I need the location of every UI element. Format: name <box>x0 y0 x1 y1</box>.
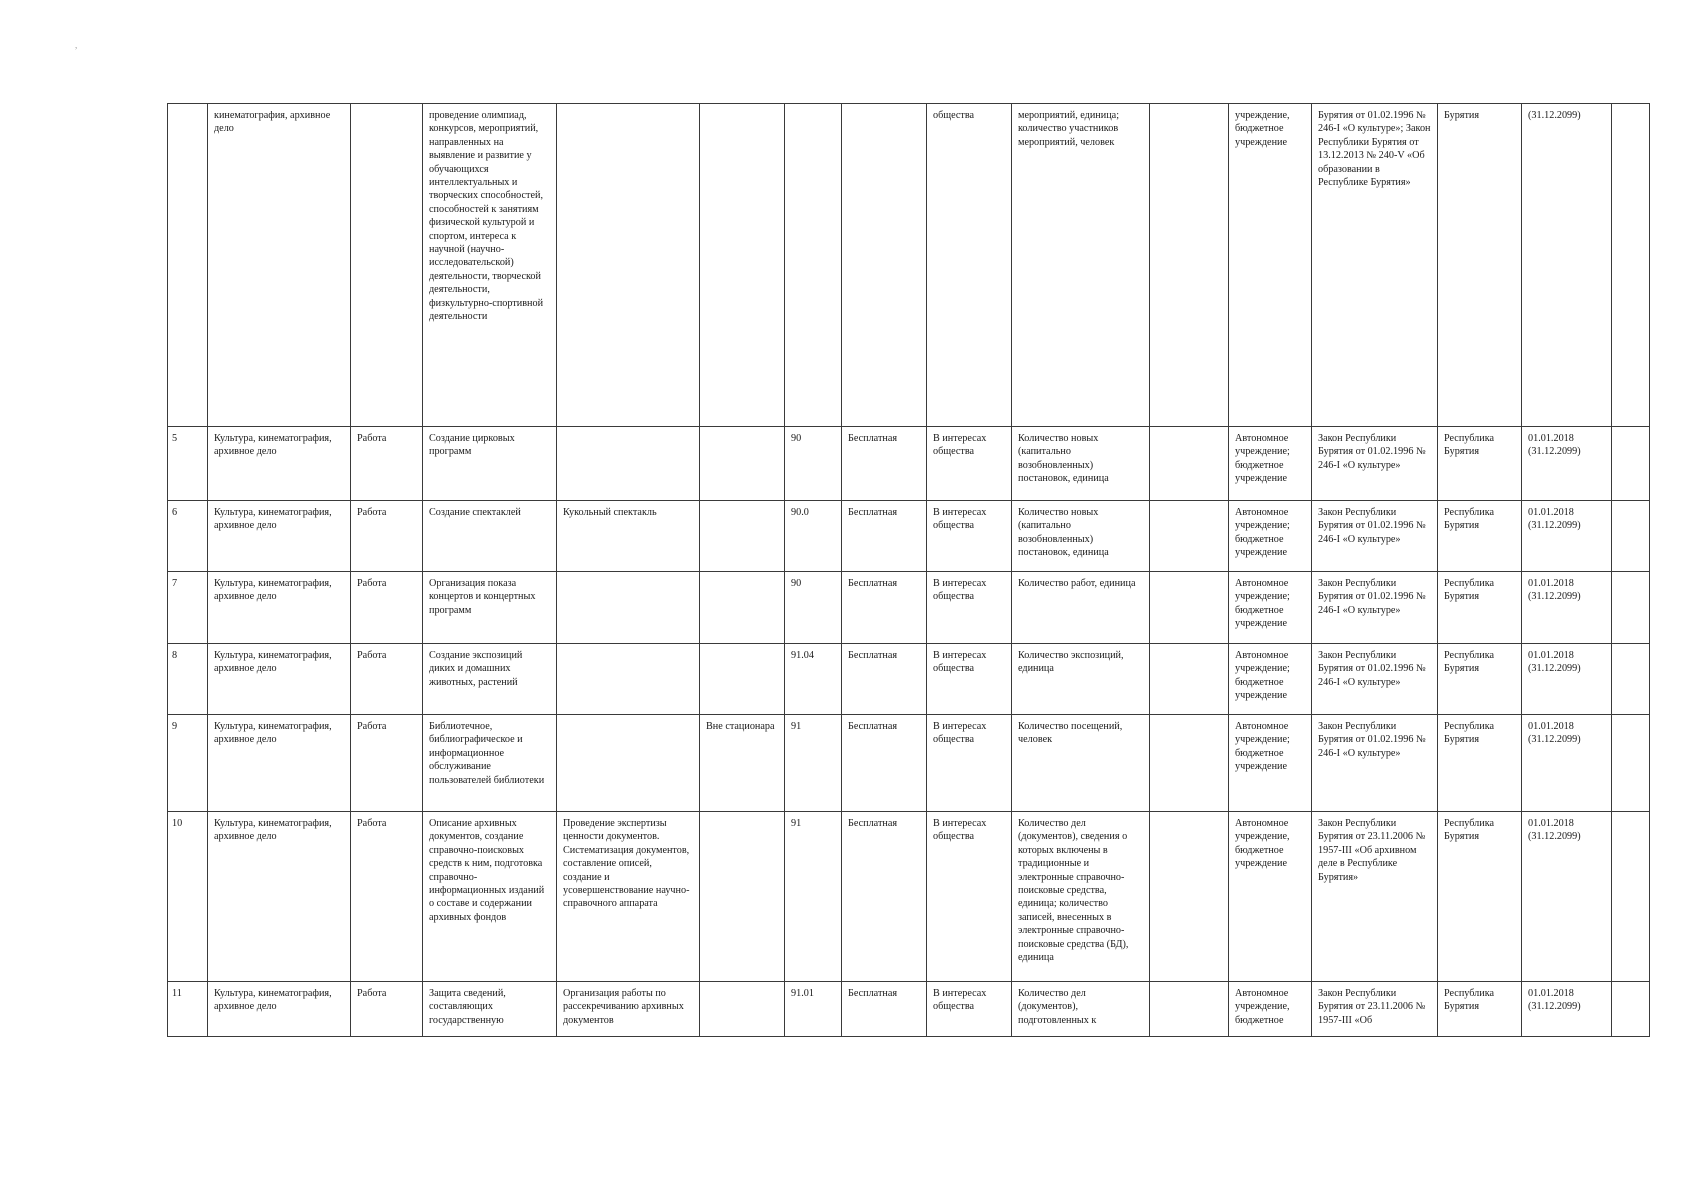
cell-service-name: Описание архивных документов, создание справочно-поисковых средств к ним, подготовка справочно-информационных изданий о составе и содержании архивных фондов <box>423 812 557 982</box>
cell-okved-code: 90 <box>785 427 842 501</box>
cell-consumer-category: В интересах общества <box>927 501 1012 572</box>
cell-legal-basis: Закон Республики Бурятия от 01.02.1996 № 246-I «О культуре» <box>1312 501 1438 572</box>
cell-institution-type: Автономное учреждение; бюджетное учреждение <box>1229 644 1312 715</box>
cell-institution-type: учреждение, бюджетное учреждение <box>1229 104 1312 427</box>
cell-consumer-category: В интересах общества <box>927 982 1012 1037</box>
cell-payment-type: Бесплатная <box>842 982 927 1037</box>
cell-activity-sphere: Культура, кинематография, архивное дело <box>208 715 351 812</box>
cell-service-condition <box>700 501 785 572</box>
cell-service-type <box>351 104 423 427</box>
cell-volume-indicator: Количество дел (документов), сведения о которых включены в традиционные и электронные справочно-поисковые средства, единица; количество записей, внесенных в электронные справочно-поисковые средства (БД), единица <box>1012 812 1150 982</box>
cell-service-name: Создание экспозиций диких и домашних животных, растений <box>423 644 557 715</box>
cell-service-content <box>557 427 700 501</box>
cell-okved-code: 91.01 <box>785 982 842 1037</box>
cell-extra-column <box>1612 982 1650 1037</box>
cell-volume-indicator: Количество работ, единица <box>1012 572 1150 644</box>
cell-founder: Республика Бурятия <box>1438 572 1522 644</box>
cell-okved-code: 91.04 <box>785 644 842 715</box>
cell-activity-sphere: Культура, кинематография, архивное дело <box>208 501 351 572</box>
cell-row-number: 10 <box>168 812 208 982</box>
cell-founder: Республика Бурятия <box>1438 982 1522 1037</box>
cell-volume-indicator: мероприятий, единица; количество участников мероприятий, человек <box>1012 104 1150 427</box>
cell-validity-dates: 01.01.2018 (31.12.2099) <box>1522 572 1612 644</box>
cell-service-content: Организация работы по рассекречиванию архивных документов <box>557 982 700 1037</box>
cell-legal-basis: Закон Республики Бурятия от 01.02.1996 № 246-I «О культуре» <box>1312 644 1438 715</box>
cell-service-condition <box>700 644 785 715</box>
cell-institution-type: Автономное учреждение; бюджетное учреждение <box>1229 501 1312 572</box>
cell-consumer-category: В интересах общества <box>927 715 1012 812</box>
cell-row-number: 5 <box>168 427 208 501</box>
cell-payment-type <box>842 104 927 427</box>
cell-activity-sphere: Культура, кинематография, архивное дело <box>208 427 351 501</box>
table-row <box>168 715 1650 812</box>
cell-activity-sphere: Культура, кинематография, архивное дело <box>208 982 351 1037</box>
cell-extra-column <box>1612 812 1650 982</box>
cell-service-condition: Вне стационара <box>700 715 785 812</box>
cell-validity-dates: (31.12.2099) <box>1522 104 1612 427</box>
cell-validity-dates: 01.01.2018 (31.12.2099) <box>1522 982 1612 1037</box>
cell-volume-indicator: Количество посещений, человек <box>1012 715 1150 812</box>
table-row <box>168 501 1650 572</box>
cell-validity-dates: 01.01.2018 (31.12.2099) <box>1522 501 1612 572</box>
table-row <box>168 427 1650 501</box>
cell-consumer-category: В интересах общества <box>927 572 1012 644</box>
table-row <box>168 982 1650 1037</box>
cell-service-type: Работа <box>351 715 423 812</box>
cell-service-type: Работа <box>351 812 423 982</box>
cell-service-condition <box>700 427 785 501</box>
cell-service-content <box>557 104 700 427</box>
cell-payment-type: Бесплатная <box>842 644 927 715</box>
cell-payment-type: Бесплатная <box>842 501 927 572</box>
cell-service-type: Работа <box>351 982 423 1037</box>
cell-validity-dates: 01.01.2018 (31.12.2099) <box>1522 812 1612 982</box>
table-row <box>168 572 1650 644</box>
cell-okved-code: 90 <box>785 572 842 644</box>
cell-service-type: Работа <box>351 427 423 501</box>
cell-service-type: Работа <box>351 572 423 644</box>
cell-row-number: 6 <box>168 501 208 572</box>
cell-legal-basis: Закон Республики Бурятия от 01.02.1996 № 246-I «О культуре» <box>1312 572 1438 644</box>
cell-quality-indicator <box>1150 982 1229 1037</box>
cell-payment-type: Бесплатная <box>842 427 927 501</box>
cell-activity-sphere: Культура, кинематография, архивное дело <box>208 572 351 644</box>
table-row <box>168 812 1650 982</box>
cell-legal-basis: Бурятия от 01.02.1996 № 246-I «О культуре»; Закон Республики Бурятия от 13.12.2013 № 240-V «Об образовании в Республике Бурятия» <box>1312 104 1438 427</box>
cell-service-content: Проведение экспертизы ценности документов. Систематизация документов, составление описей, создание и усовершенствование научно-справочного аппарата <box>557 812 700 982</box>
cell-institution-type: Автономное учреждение; бюджетное учреждение <box>1229 715 1312 812</box>
cell-extra-column <box>1612 427 1650 501</box>
cell-legal-basis: Закон Республики Бурятия от 01.02.1996 № 246-I «О культуре» <box>1312 427 1438 501</box>
cell-service-condition <box>700 104 785 427</box>
cell-volume-indicator: Количество дел (документов), подготовленных к <box>1012 982 1150 1037</box>
cell-founder: Республика Бурятия <box>1438 501 1522 572</box>
cell-service-condition <box>700 572 785 644</box>
cell-payment-type: Бесплатная <box>842 812 927 982</box>
cell-payment-type: Бесплатная <box>842 715 927 812</box>
cell-institution-type: Автономное учреждение, бюджетное <box>1229 982 1312 1037</box>
cell-activity-sphere: кинематография, архивное дело <box>208 104 351 427</box>
cell-row-number: 7 <box>168 572 208 644</box>
cell-payment-type: Бесплатная <box>842 572 927 644</box>
cell-service-name: Создание спектаклей <box>423 501 557 572</box>
cell-extra-column <box>1612 501 1650 572</box>
cell-row-number: 8 <box>168 644 208 715</box>
cell-service-type: Работа <box>351 501 423 572</box>
cell-service-content: Кукольный спектакль <box>557 501 700 572</box>
cell-quality-indicator <box>1150 104 1229 427</box>
cell-okved-code: 90.0 <box>785 501 842 572</box>
cell-validity-dates: 01.01.2018 (31.12.2099) <box>1522 427 1612 501</box>
registry-body <box>168 104 1650 1037</box>
cell-quality-indicator <box>1150 812 1229 982</box>
cell-service-type: Работа <box>351 644 423 715</box>
cell-service-name: Библиотечное, библиографическое и информационное обслуживание пользователей библиотеки <box>423 715 557 812</box>
table-row <box>168 104 1650 427</box>
cell-consumer-category: общества <box>927 104 1012 427</box>
cell-validity-dates: 01.01.2018 (31.12.2099) <box>1522 644 1612 715</box>
cell-legal-basis: Закон Республики Бурятия от 23.11.2006 № 1957-III «Об архивном деле в Республике Бурятия» <box>1312 812 1438 982</box>
cell-validity-dates: 01.01.2018 (31.12.2099) <box>1522 715 1612 812</box>
cell-extra-column <box>1612 572 1650 644</box>
cell-row-number <box>168 104 208 427</box>
cell-volume-indicator: Количество новых (капитально возобновленных) постановок, единица <box>1012 501 1150 572</box>
cell-founder: Республика Бурятия <box>1438 644 1522 715</box>
cell-activity-sphere: Культура, кинематография, архивное дело <box>208 644 351 715</box>
cell-extra-column <box>1612 104 1650 427</box>
cell-row-number: 9 <box>168 715 208 812</box>
cell-service-content <box>557 572 700 644</box>
cell-service-name: Создание цирковых программ <box>423 427 557 501</box>
cell-service-name: Защита сведений, составляющих государственную <box>423 982 557 1037</box>
cell-okved-code: 91 <box>785 812 842 982</box>
cell-extra-column <box>1612 644 1650 715</box>
cell-founder: Бурятия <box>1438 104 1522 427</box>
cell-service-content <box>557 715 700 812</box>
cell-service-name: проведение олимпиад, конкурсов, мероприятий, направленных на выявление и развитие у обучающихся интеллектуальных и творческих способностей, способностей к занятиям физической культурой и спортом, интереса к научной (научно-исследовательской) деятельности, творческой деятельности, физкультурно-спортивной деятельности <box>423 104 557 427</box>
cell-activity-sphere: Культура, кинематография, архивное дело <box>208 812 351 982</box>
cell-volume-indicator: Количество экспозиций, единица <box>1012 644 1150 715</box>
cell-quality-indicator <box>1150 572 1229 644</box>
cell-service-name: Организация показа концертов и концертных программ <box>423 572 557 644</box>
cell-row-number: 11 <box>168 982 208 1037</box>
cell-service-content <box>557 644 700 715</box>
cell-institution-type: Автономное учреждение; бюджетное учреждение <box>1229 572 1312 644</box>
cell-founder: Республика Бурятия <box>1438 715 1522 812</box>
cell-institution-type: Автономное учреждение; бюджетное учреждение <box>1229 427 1312 501</box>
cell-volume-indicator: Количество новых (капитально возобновленных) постановок, единица <box>1012 427 1150 501</box>
cell-quality-indicator <box>1150 715 1229 812</box>
cell-consumer-category: В интересах общества <box>927 812 1012 982</box>
cell-quality-indicator <box>1150 427 1229 501</box>
cell-consumer-category: В интересах общества <box>927 427 1012 501</box>
table-row <box>168 644 1650 715</box>
cell-institution-type: Автономное учреждение, бюджетное учреждение <box>1229 812 1312 982</box>
cell-okved-code: 91 <box>785 715 842 812</box>
cell-quality-indicator <box>1150 501 1229 572</box>
cell-service-condition <box>700 812 785 982</box>
services-registry-table <box>167 103 1650 1037</box>
cell-founder: Республика Бурятия <box>1438 812 1522 982</box>
cell-extra-column <box>1612 715 1650 812</box>
cell-legal-basis: Закон Республики Бурятия от 23.11.2006 № 1957-III «Об <box>1312 982 1438 1037</box>
cell-consumer-category: В интересах общества <box>927 644 1012 715</box>
page-mark: , <box>75 40 78 50</box>
cell-service-condition <box>700 982 785 1037</box>
cell-quality-indicator <box>1150 644 1229 715</box>
cell-okved-code <box>785 104 842 427</box>
cell-founder: Республика Бурятия <box>1438 427 1522 501</box>
cell-legal-basis: Закон Республики Бурятия от 01.02.1996 № 246-I «О культуре» <box>1312 715 1438 812</box>
